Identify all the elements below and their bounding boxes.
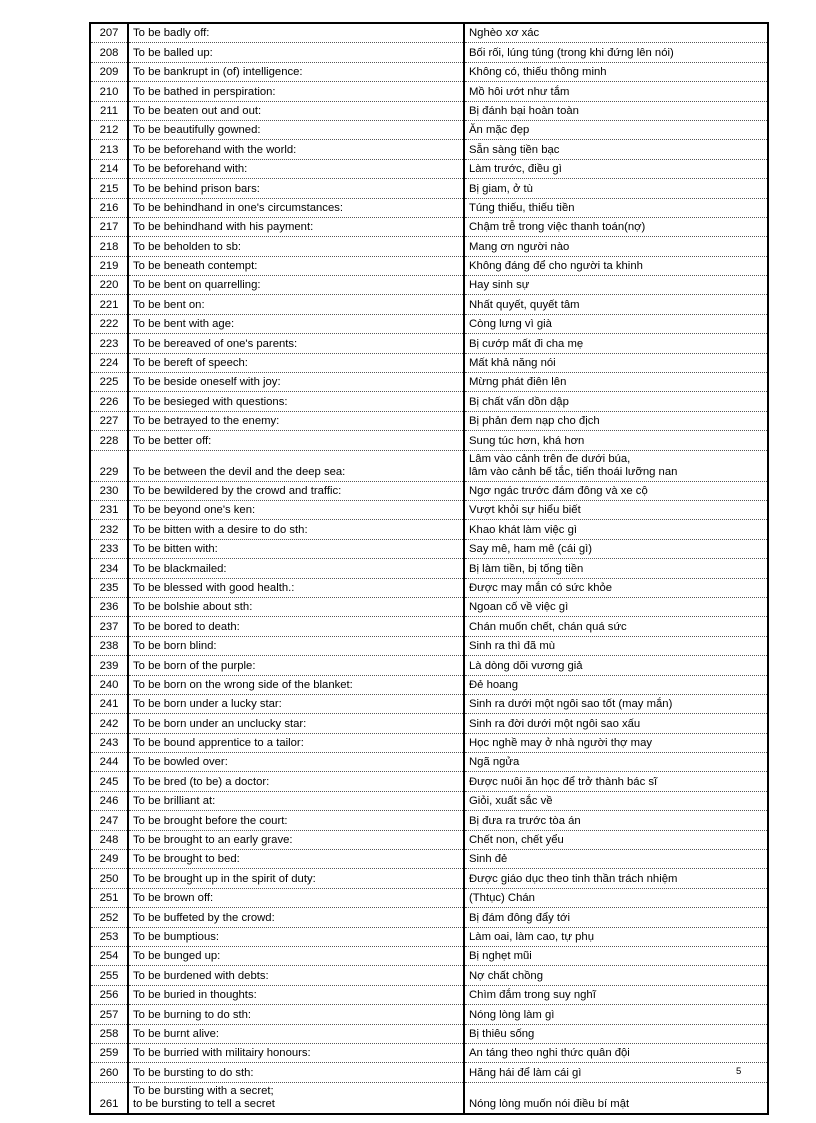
table-row — [90, 237, 768, 256]
english-phrase: To be bitten with a desire to do sth: — [128, 520, 464, 539]
vietnamese-meaning: Ngơ ngác trước đám đông và xe cộ — [464, 481, 768, 500]
row-number: 218 — [90, 237, 128, 256]
table-row — [90, 559, 768, 578]
row-number: 253 — [90, 927, 128, 946]
english-phrase: To be brought to an early grave: — [128, 830, 464, 849]
table-row — [90, 159, 768, 178]
english-phrase: To be badly off: — [128, 23, 464, 43]
english-phrase: To be beholden to sb: — [128, 237, 464, 256]
row-number: 255 — [90, 966, 128, 985]
english-phrase: To be born of the purple: — [128, 656, 464, 675]
vietnamese-meaning: Làm oai, làm cao, tự phụ — [464, 927, 768, 946]
row-number: 252 — [90, 908, 128, 927]
english-phrase: To be bathed in perspiration: — [128, 82, 464, 101]
english-phrase: To be beaten out and out: — [128, 101, 464, 120]
english-phrase: To be brought before the court: — [128, 811, 464, 830]
table-row — [90, 198, 768, 217]
row-number: 237 — [90, 617, 128, 636]
vietnamese-meaning: Sẵn sàng tiền bạc — [464, 140, 768, 159]
vietnamese-meaning: Bị phản đem nạp cho địch — [464, 411, 768, 430]
vietnamese-meaning: Khao khát làm việc gì — [464, 520, 768, 539]
vietnamese-meaning: Túng thiếu, thiếu tiền — [464, 198, 768, 217]
table-row — [90, 43, 768, 62]
english-phrase: To be blackmailed: — [128, 559, 464, 578]
vietnamese-meaning: Chìm đắm trong suy nghĩ — [464, 985, 768, 1004]
english-phrase: To be better off: — [128, 431, 464, 450]
vietnamese-meaning: Vượt khỏi sự hiểu biết — [464, 500, 768, 519]
vietnamese-meaning: Giỏi, xuất sắc về — [464, 791, 768, 810]
table-row — [90, 753, 768, 772]
table-row — [90, 82, 768, 101]
table-row — [90, 1082, 768, 1114]
table-row — [90, 811, 768, 830]
english-phrase: To be bankrupt in (of) intelligence: — [128, 62, 464, 81]
vietnamese-meaning: Bị đưa ra trước tòa án — [464, 811, 768, 830]
vietnamese-meaning: Không có, thiếu thông minh — [464, 62, 768, 81]
english-phrase: To be blessed with good health.: — [128, 578, 464, 597]
english-phrase: To be besieged with questions: — [128, 392, 464, 411]
vietnamese-meaning: Nghèo xơ xác — [464, 23, 768, 43]
row-number: 234 — [90, 559, 128, 578]
table-row — [90, 946, 768, 965]
row-number: 242 — [90, 714, 128, 733]
row-number: 228 — [90, 431, 128, 450]
english-phrase: To be bereft of speech: — [128, 353, 464, 372]
row-number: 236 — [90, 597, 128, 616]
row-number: 254 — [90, 946, 128, 965]
vietnamese-meaning: Ngã ngửa — [464, 753, 768, 772]
row-number: 261 — [90, 1082, 128, 1114]
table-row — [90, 256, 768, 275]
vietnamese-meaning: Chán muốn chết, chán quá sức — [464, 617, 768, 636]
table-row — [90, 101, 768, 120]
row-number: 209 — [90, 62, 128, 81]
english-phrase: To be bewildered by the crowd and traffic: — [128, 481, 464, 500]
table-row — [90, 966, 768, 985]
english-phrase: To be bitten with: — [128, 539, 464, 558]
row-number: 240 — [90, 675, 128, 694]
english-phrase: To be bursting with a secret; to be bursting to tell a secret — [128, 1082, 464, 1114]
row-number: 229 — [90, 450, 128, 481]
row-number: 239 — [90, 656, 128, 675]
row-number: 232 — [90, 520, 128, 539]
table-row — [90, 431, 768, 450]
table-row — [90, 888, 768, 907]
table-row — [90, 733, 768, 752]
table-row — [90, 314, 768, 333]
table-row — [90, 772, 768, 791]
vietnamese-meaning: Bị thiêu sống — [464, 1024, 768, 1043]
row-number: 245 — [90, 772, 128, 791]
row-number: 215 — [90, 179, 128, 198]
english-phrase: To be bowled over: — [128, 753, 464, 772]
vietnamese-meaning: Được may mắn có sức khỏe — [464, 578, 768, 597]
table-row — [90, 120, 768, 139]
english-phrase: To be burdened with debts: — [128, 966, 464, 985]
vietnamese-meaning: Sinh ra dưới một ngôi sao tốt (may mắn) — [464, 694, 768, 713]
table-row — [90, 179, 768, 198]
vietnamese-meaning: Sinh đẻ — [464, 850, 768, 869]
vietnamese-meaning: Bối rối, lúng túng (trong khi đứng lên nói) — [464, 43, 768, 62]
english-phrase: To be buried in thoughts: — [128, 985, 464, 1004]
row-number: 207 — [90, 23, 128, 43]
row-number: 235 — [90, 578, 128, 597]
table-row — [90, 578, 768, 597]
english-phrase: To be bereaved of one's parents: — [128, 334, 464, 353]
phrase-table — [89, 22, 769, 1115]
english-phrase: To be bumptious: — [128, 927, 464, 946]
vietnamese-meaning: Nóng lòng làm gì — [464, 1005, 768, 1024]
english-phrase: To be brilliant at: — [128, 791, 464, 810]
english-phrase: To be beautifully gowned: — [128, 120, 464, 139]
row-number: 211 — [90, 101, 128, 120]
row-number: 258 — [90, 1024, 128, 1043]
table-row — [90, 791, 768, 810]
table-row — [90, 481, 768, 500]
row-number: 214 — [90, 159, 128, 178]
english-phrase: To be beforehand with: — [128, 159, 464, 178]
english-phrase: To be bent with age: — [128, 314, 464, 333]
english-phrase: To be beforehand with the world: — [128, 140, 464, 159]
vietnamese-meaning: Say mê, ham mê (cái gì) — [464, 539, 768, 558]
table-row — [90, 353, 768, 372]
table-row — [90, 869, 768, 888]
vietnamese-meaning: Hay sinh sự — [464, 276, 768, 295]
row-number: 259 — [90, 1043, 128, 1062]
english-phrase: To be born on the wrong side of the blanket: — [128, 675, 464, 694]
row-number: 216 — [90, 198, 128, 217]
vietnamese-meaning: Bị đám đông đẩy tới — [464, 908, 768, 927]
row-number: 226 — [90, 392, 128, 411]
table-row — [90, 714, 768, 733]
vietnamese-meaning: Được giáo dục theo tinh thần trách nhiệm — [464, 869, 768, 888]
english-phrase: To be burning to do sth: — [128, 1005, 464, 1024]
table-row — [90, 927, 768, 946]
vietnamese-meaning: Hăng hái để làm cái gì — [464, 1063, 768, 1082]
row-number: 233 — [90, 539, 128, 558]
table-row — [90, 334, 768, 353]
english-phrase: To be bunged up: — [128, 946, 464, 965]
vietnamese-meaning: Sinh ra thì đã mù — [464, 636, 768, 655]
vietnamese-meaning: Không đáng để cho người ta khinh — [464, 256, 768, 275]
table-row — [90, 1024, 768, 1043]
table-row — [90, 373, 768, 392]
table-row — [90, 392, 768, 411]
vietnamese-meaning: Học nghề may ở nhà người thợ may — [464, 733, 768, 752]
row-number: 260 — [90, 1063, 128, 1082]
english-phrase: To be buffeted by the crowd: — [128, 908, 464, 927]
vietnamese-meaning: Nhất quyết, quyết tâm — [464, 295, 768, 314]
row-number: 223 — [90, 334, 128, 353]
vietnamese-meaning: Sung túc hơn, khá hơn — [464, 431, 768, 450]
vietnamese-meaning: An táng theo nghi thức quân đội — [464, 1043, 768, 1062]
table-row — [90, 1063, 768, 1082]
table-row — [90, 500, 768, 519]
vietnamese-meaning: Bị chất vấn dồn dập — [464, 392, 768, 411]
table-row — [90, 140, 768, 159]
row-number: 208 — [90, 43, 128, 62]
table-row — [90, 217, 768, 236]
vietnamese-meaning: Chết non, chết yểu — [464, 830, 768, 849]
row-number: 219 — [90, 256, 128, 275]
row-number: 246 — [90, 791, 128, 810]
vietnamese-meaning: Mồ hôi ướt như tắm — [464, 82, 768, 101]
table-row — [90, 1005, 768, 1024]
row-number: 248 — [90, 830, 128, 849]
table-row — [90, 295, 768, 314]
row-number: 224 — [90, 353, 128, 372]
table-row — [90, 411, 768, 430]
row-number: 256 — [90, 985, 128, 1004]
phrase-table-body — [90, 23, 768, 1114]
row-number: 221 — [90, 295, 128, 314]
english-phrase: To be brown off: — [128, 888, 464, 907]
row-number: 251 — [90, 888, 128, 907]
table-row — [90, 985, 768, 1004]
table-row — [90, 675, 768, 694]
vietnamese-meaning: Làm trước, điều gì — [464, 159, 768, 178]
row-number: 213 — [90, 140, 128, 159]
english-phrase: To be behind prison bars: — [128, 179, 464, 198]
row-number: 212 — [90, 120, 128, 139]
english-phrase: To be bolshie about sth: — [128, 597, 464, 616]
vietnamese-meaning: Bị nghẹt mũi — [464, 946, 768, 965]
vietnamese-meaning: (Thtục) Chán — [464, 888, 768, 907]
english-phrase: To be brought up in the spirit of duty: — [128, 869, 464, 888]
english-phrase: To be between the devil and the deep sea: — [128, 450, 464, 481]
row-number: 241 — [90, 694, 128, 713]
row-number: 243 — [90, 733, 128, 752]
table-row — [90, 830, 768, 849]
english-phrase: To be beside oneself with joy: — [128, 373, 464, 392]
english-phrase: To be beyond one's ken: — [128, 500, 464, 519]
row-number: 244 — [90, 753, 128, 772]
vietnamese-meaning: Đẻ hoang — [464, 675, 768, 694]
vietnamese-meaning: Chậm trễ trong việc thanh toán(nợ) — [464, 217, 768, 236]
english-phrase: To be bred (to be) a doctor: — [128, 772, 464, 791]
row-number: 238 — [90, 636, 128, 655]
table-row — [90, 597, 768, 616]
table-row — [90, 694, 768, 713]
english-phrase: To be balled up: — [128, 43, 464, 62]
english-phrase: To be bored to death: — [128, 617, 464, 636]
table-row — [90, 617, 768, 636]
english-phrase: To be born under an unclucky star: — [128, 714, 464, 733]
table-row — [90, 850, 768, 869]
table-row — [90, 276, 768, 295]
english-phrase: To be born under a lucky star: — [128, 694, 464, 713]
row-number: 247 — [90, 811, 128, 830]
vietnamese-meaning: Mất khả năng nói — [464, 353, 768, 372]
english-phrase: To be burnt alive: — [128, 1024, 464, 1043]
vietnamese-meaning: Mừng phát điên lên — [464, 373, 768, 392]
vietnamese-meaning: Là dòng dõi vương giả — [464, 656, 768, 675]
english-phrase: To be bursting to do sth: — [128, 1063, 464, 1082]
vietnamese-meaning: Lâm vào cảnh trên đe dưới búa, lâm vào cảnh bế tắc, tiến thoái lưỡng nan — [464, 450, 768, 481]
english-phrase: To be behindhand in one's circumstances: — [128, 198, 464, 217]
row-number: 227 — [90, 411, 128, 430]
english-phrase: To be bent on quarrelling: — [128, 276, 464, 295]
vietnamese-meaning: Bị giam, ở tù — [464, 179, 768, 198]
english-phrase: To be brought to bed: — [128, 850, 464, 869]
vietnamese-meaning: Nóng lòng muốn nói điều bí mật — [464, 1082, 768, 1114]
row-number: 231 — [90, 500, 128, 519]
row-number: 230 — [90, 481, 128, 500]
page-number: 5 — [736, 1066, 742, 1077]
table-row — [90, 62, 768, 81]
english-phrase: To be bent on: — [128, 295, 464, 314]
vietnamese-meaning: Còng lưng vì già — [464, 314, 768, 333]
vocabulary-sheet — [89, 22, 767, 1115]
vietnamese-meaning: Nợ chất chồng — [464, 966, 768, 985]
vietnamese-meaning: Được nuôi ăn học để trở thành bác sĩ — [464, 772, 768, 791]
english-phrase: To be betrayed to the enemy: — [128, 411, 464, 430]
row-number: 250 — [90, 869, 128, 888]
vietnamese-meaning: Bị đánh bại hoàn toàn — [464, 101, 768, 120]
vietnamese-meaning: Sinh ra đời dưới một ngôi sao xấu — [464, 714, 768, 733]
english-phrase: To be beneath contempt: — [128, 256, 464, 275]
english-phrase: To be burried with militairy honours: — [128, 1043, 464, 1062]
table-row — [90, 520, 768, 539]
vietnamese-meaning: Bị làm tiền, bị tống tiền — [464, 559, 768, 578]
english-phrase: To be behindhand with his payment: — [128, 217, 464, 236]
table-row — [90, 636, 768, 655]
table-row — [90, 656, 768, 675]
vietnamese-meaning: Ngoan cố về việc gì — [464, 597, 768, 616]
table-row — [90, 1043, 768, 1062]
row-number: 220 — [90, 276, 128, 295]
english-phrase: To be bound apprentice to a tailor: — [128, 733, 464, 752]
vietnamese-meaning: Mang ơn người nào — [464, 237, 768, 256]
table-row — [90, 23, 768, 43]
vietnamese-meaning: Ăn mặc đẹp — [464, 120, 768, 139]
table-row — [90, 450, 768, 481]
table-row — [90, 539, 768, 558]
row-number: 222 — [90, 314, 128, 333]
vietnamese-meaning: Bị cướp mất đi cha mẹ — [464, 334, 768, 353]
table-row — [90, 908, 768, 927]
row-number: 217 — [90, 217, 128, 236]
row-number: 249 — [90, 850, 128, 869]
english-phrase: To be born blind: — [128, 636, 464, 655]
row-number: 257 — [90, 1005, 128, 1024]
row-number: 225 — [90, 373, 128, 392]
row-number: 210 — [90, 82, 128, 101]
